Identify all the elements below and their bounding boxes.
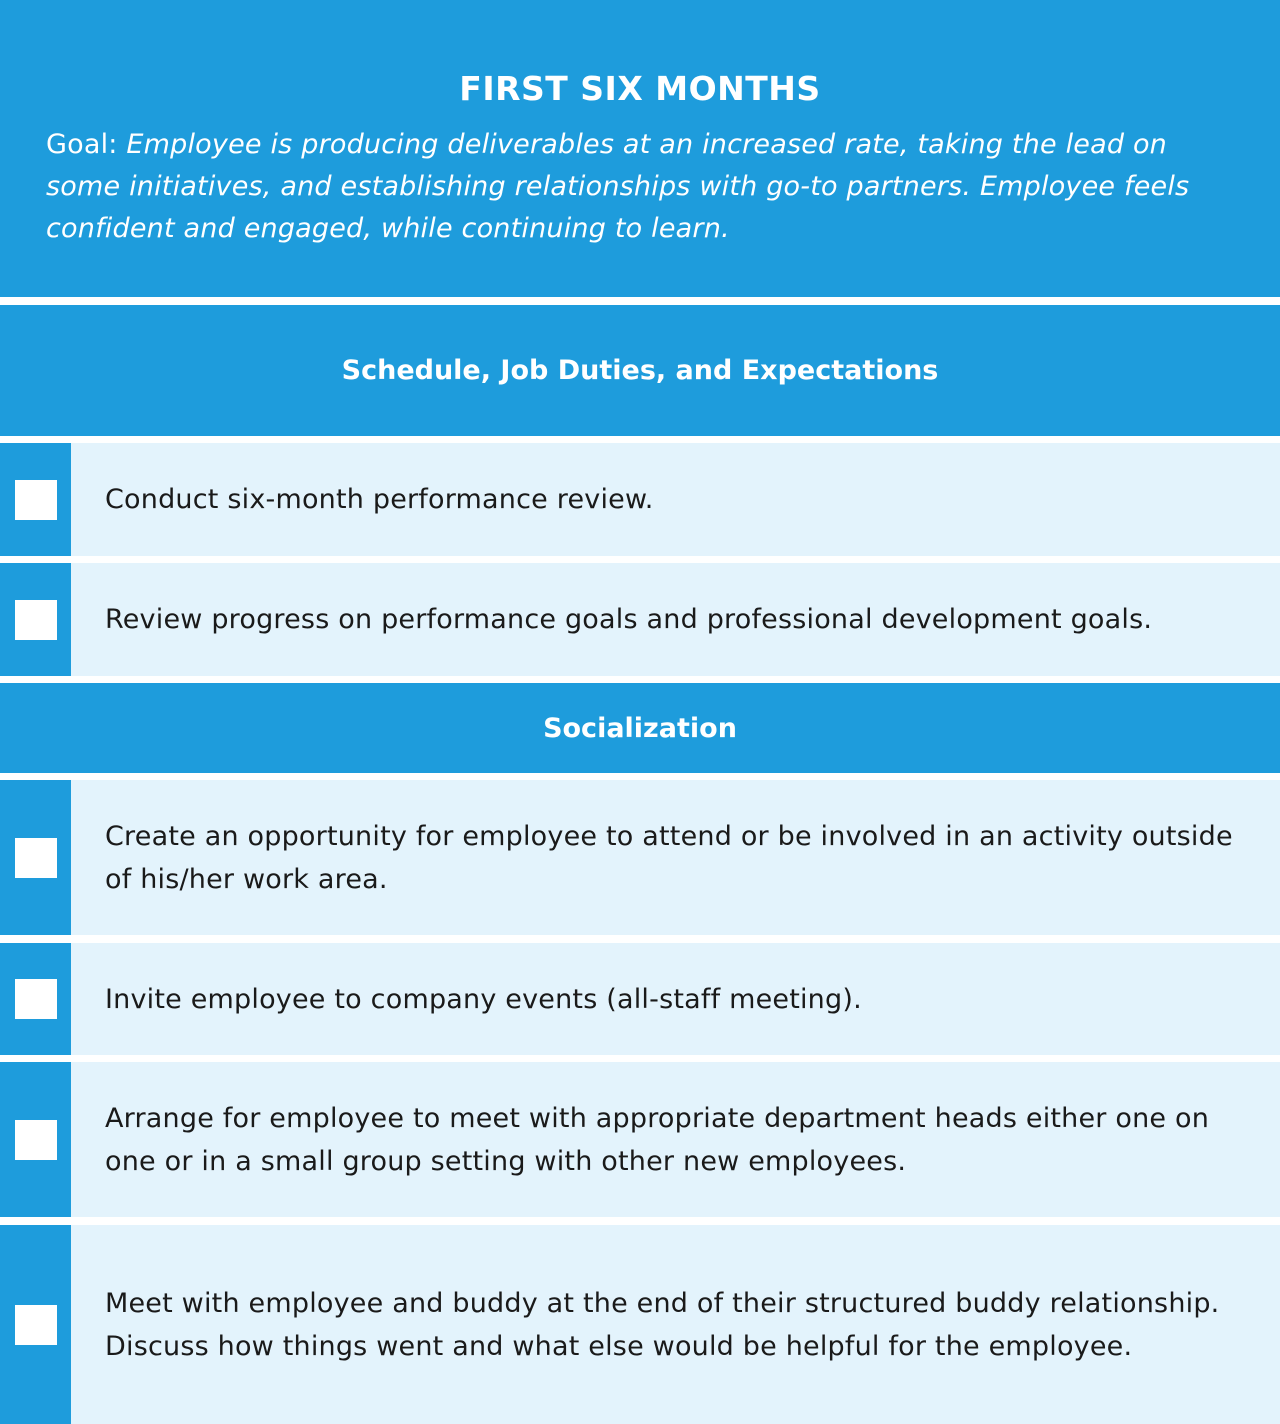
checklist-item-text: Create an opportunity for employee to attend or be involved in an activity outside of his/her work area. (71, 780, 1280, 935)
checkbox[interactable] (15, 480, 57, 520)
checklist-item (0, 563, 1280, 676)
section-title: Socialization (543, 712, 737, 744)
checkbox-column (0, 943, 71, 1055)
checkbox[interactable] (15, 600, 57, 640)
goal-label: Goal: (46, 129, 127, 160)
checkbox-column (0, 1062, 71, 1217)
checkbox[interactable] (15, 1305, 57, 1345)
checklist-item-text: Meet with employee and buddy at the end of their structured buddy relationship. Discuss how things went and what else would be helpful for the employee. (71, 1225, 1280, 1424)
checklist-item-text: Review progress on performance goals and professional development goals. (71, 563, 1280, 676)
page-title: FIRST SIX MONTHS (459, 69, 821, 108)
checklist-item (0, 443, 1280, 556)
goal-statement (46, 124, 1234, 250)
checklist-item-text: Arrange for employee to meet with appropriate department heads either one on one or in a small group setting with other new employees. (71, 1062, 1280, 1217)
checkbox-column (0, 780, 71, 935)
checkbox-column (0, 443, 71, 556)
section-header-socialization (0, 683, 1280, 773)
checklist-item (0, 780, 1280, 935)
checkbox-column (0, 1225, 71, 1424)
goal-text: Employee is producing deliverables at an increased rate, taking the lead on some initiatives, and establishing relationships with go-to partners. Employee feels confident and engaged, while continuing to learn. (46, 129, 1190, 244)
section-header-schedule (0, 305, 1280, 436)
checklist-item (0, 1062, 1280, 1217)
checklist-item (0, 1225, 1280, 1424)
checklist-item (0, 943, 1280, 1055)
section-title: Schedule, Job Duties, and Expectations (341, 355, 939, 386)
checkbox[interactable] (15, 838, 57, 878)
checklist-item-text: Invite employee to company events (all-staff meeting). (71, 943, 1280, 1055)
goal-header (0, 0, 1280, 297)
checkbox[interactable] (15, 1120, 57, 1160)
checkbox[interactable] (15, 979, 57, 1019)
checklist-item-text: Conduct six-month performance review. (71, 443, 1280, 556)
checkbox-column (0, 563, 71, 676)
